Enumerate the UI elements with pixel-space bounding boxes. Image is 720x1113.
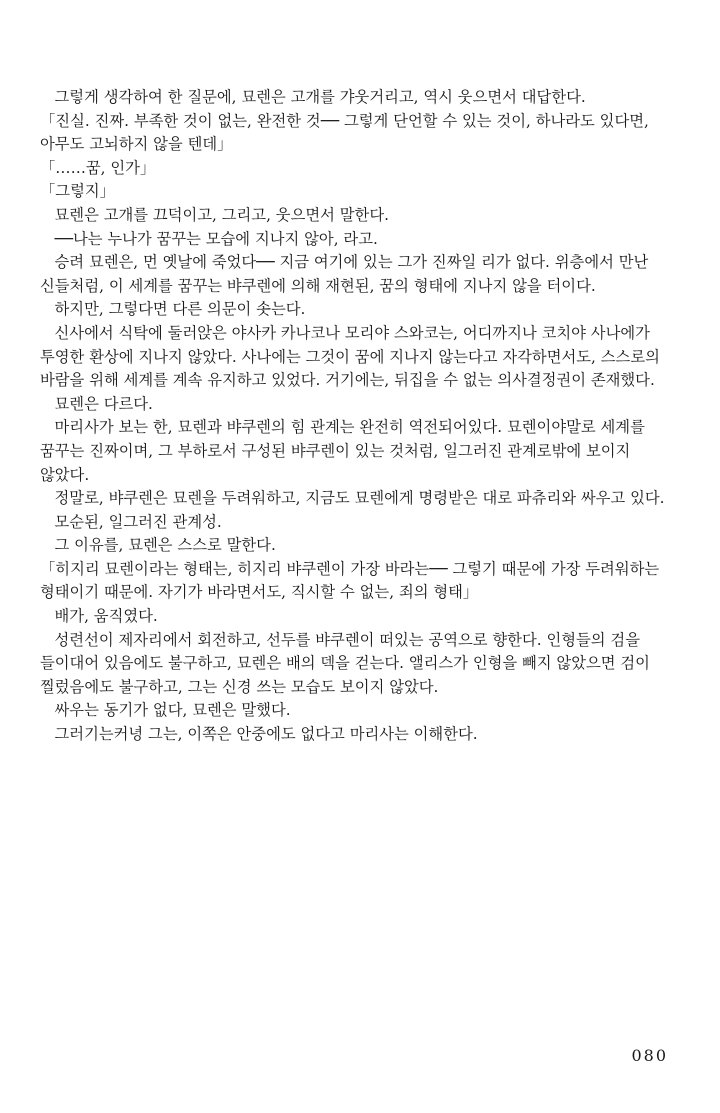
paragraph: 배가, 움직였다. — [54, 607, 158, 626]
paragraph: 마리사가 보는 한, 묘렌과 뱌쿠렌의 힘 관계는 완전히 역전되어있다. 묘렌이야말로 세계를 꿈꾸는 진짜이며, 그 부하로서 구성된 뱌쿠렌이 있는 것처럼, 일그러진 관계로밖에 보이지 않았다. — [40, 418, 650, 484]
paragraph: 승려 묘렌은, 먼 옛날에 죽었다── 지금 여기에 있는 그가 진짜일 리가 없다. 위층에서 만난 신들처럼, 이 세계를 꿈꾸는 뱌쿠렌에 의해 재현된, 꿈의 형태에 지나지 않을 터이다. — [40, 253, 654, 295]
paragraph: 하지만, 그렇다면 다른 의문이 솟는다. — [54, 300, 306, 319]
paragraph: ──나는 누나가 꿈꾸는 모습에 지나지 않아, 라고. — [54, 229, 378, 248]
paragraph: 그렇게 생각하여 한 질문에, 묘렌은 고개를 갸웃거리고, 역시 웃으면서 대답한다. — [54, 88, 586, 106]
paragraph: 정말로, 뱌쿠렌은 묘렌을 두려워하고, 지금도 묘렌에게 명령받은 대로 파츄리와 싸우고 있다. — [54, 489, 665, 508]
paragraph: 그러기는커녕 그는, 이쪽은 안중에도 없다고 마리사는 이해한다. — [54, 725, 478, 744]
dialogue-line: 「히지리 묘렌이라는 형태는, 히지리 뱌쿠렌이 가장 바라는── 그렇기 때문에 가장 두려워하는 형태이기 때문에. 자기가 바라면서도, 직시할 수 없는, 죄의 형태」 — [40, 559, 665, 602]
body-text — [40, 86, 680, 747]
dialogue-line: 「진실. 진짜. 부족한 것이 없는, 완전한 것── 그렇게 단언할 수 있는 것이, 하나라도 있다면, 아무도 고뇌하지 않을 텐데」 — [40, 111, 654, 154]
paragraph: 신사에서 식탁에 둘러앉은 야사카 카나코나 모리야 스와코는, 어디까지나 코치야 사나에가 투영한 환상에 지나지 않았다. 사나에는 그것이 꿈에 지나지 않는다고 자각하면서도, 스스로의 바람을 위해 세계를 계속 유지하고 있었다. 거기에는, 뒤집을 수 없는 의사결정권이 존재했다. — [40, 323, 665, 390]
paragraph: 모순된, 일그러진 관계성. — [54, 512, 222, 531]
paragraph: 묘렌은 고개를 끄덕이고, 그리고, 웃으면서 말한다. — [54, 205, 389, 224]
paragraph: 성련선이 제자리에서 회전하고, 선두를 뱌쿠렌이 떠있는 공역으로 향한다. 인형들의 검을 들이대어 있음에도 불구하고, 묘렌은 배의 덱을 걷는다. 앨리스가 인형을 빼지 않았으면 검이 찔렀음에도 불구하고, 그는 신경 쓰는 모습도 보이지 않았다. — [40, 630, 655, 696]
dialogue-line: 「……꿈, 인가」 — [40, 158, 156, 177]
paragraph: 묘렌은 다르다. — [54, 394, 153, 413]
page-number: 080 — [631, 1046, 668, 1065]
dialogue-line: 「그렇지」 — [40, 182, 115, 201]
paragraph: 싸우는 동기가 없다, 묘렌은 말했다. — [54, 701, 291, 720]
paragraph: 그 이유를, 묘렌은 스스로 말한다. — [54, 536, 276, 555]
